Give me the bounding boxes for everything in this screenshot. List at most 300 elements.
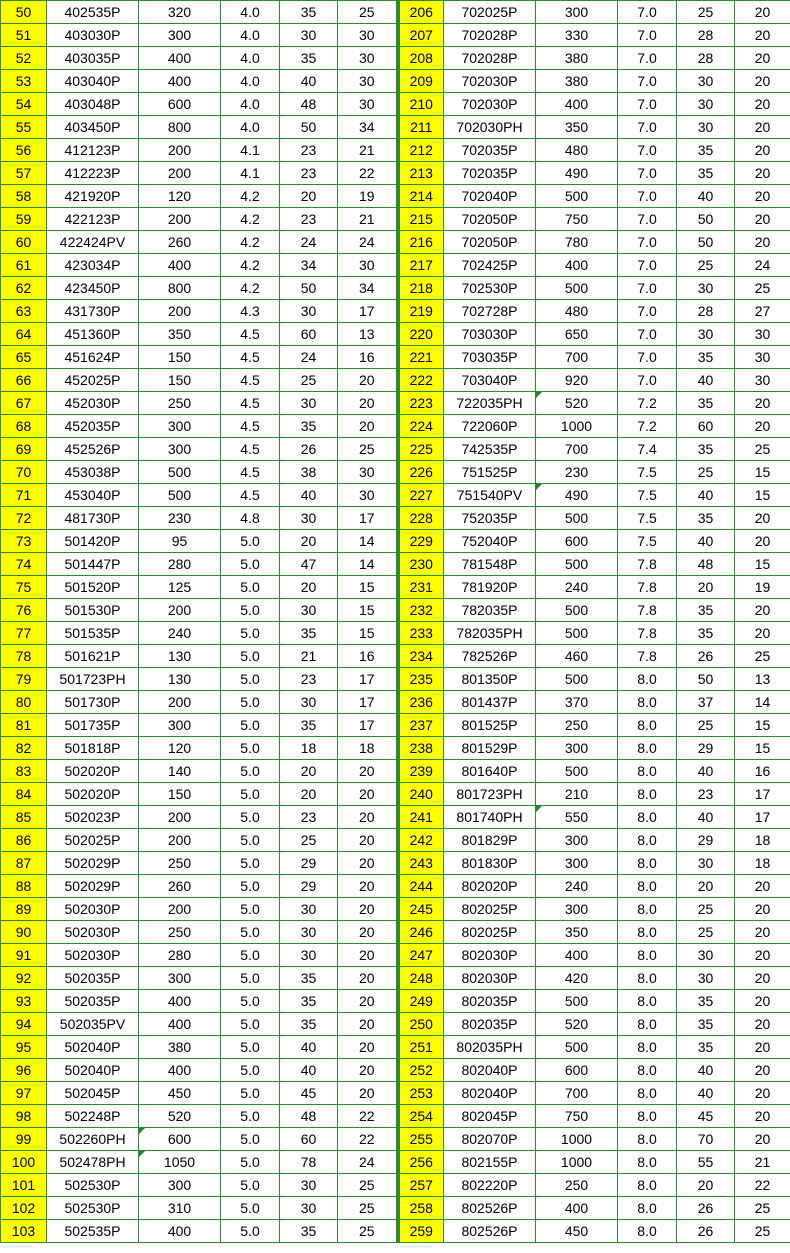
- right-model-cell: 702030P: [444, 70, 536, 93]
- right-capacity-cell: 400: [536, 254, 618, 277]
- left-thickness-cell: 4.0: [221, 116, 280, 139]
- left-capacity-cell: 300: [139, 1174, 221, 1197]
- right-model-cell: 801350P: [444, 668, 536, 691]
- left-capacity-cell: 280: [139, 553, 221, 576]
- right-row-index-cell: 247: [398, 944, 444, 967]
- left-model-cell: 502530P: [47, 1174, 139, 1197]
- left-row-index-cell: 67: [1, 392, 47, 415]
- right-thickness-cell: 8.0: [618, 783, 677, 806]
- right-model-cell: 702530P: [444, 277, 536, 300]
- left-length-cell: 30: [280, 1197, 338, 1220]
- left-capacity-cell: 600: [139, 1128, 221, 1151]
- right-capacity-cell: 420: [536, 967, 618, 990]
- left-thickness-cell: 5.0: [221, 1105, 280, 1128]
- left-width-cell: 19: [338, 185, 398, 208]
- left-model-cell: 502030P: [47, 921, 139, 944]
- right-width-cell: 20: [735, 47, 790, 70]
- left-model-cell: 452030P: [47, 392, 139, 415]
- left-capacity-cell: 400: [139, 47, 221, 70]
- left-width-cell: 16: [338, 346, 398, 369]
- left-thickness-cell: 5.0: [221, 1059, 280, 1082]
- right-row-index-cell: 232: [398, 599, 444, 622]
- left-thickness-cell: 5.0: [221, 622, 280, 645]
- left-thickness-cell: 5.0: [221, 760, 280, 783]
- right-width-cell: 15: [735, 461, 790, 484]
- left-model-cell: 501530P: [47, 599, 139, 622]
- left-model-cell: 451624P: [47, 346, 139, 369]
- table-row: [1, 553, 790, 576]
- left-width-cell: 22: [338, 1128, 398, 1151]
- table-row: [1, 875, 790, 898]
- left-length-cell: 35: [280, 47, 338, 70]
- left-thickness-cell: 5.0: [221, 1174, 280, 1197]
- right-capacity-cell: 300: [536, 852, 618, 875]
- left-length-cell: 34: [280, 254, 338, 277]
- left-model-cell: 423034P: [47, 254, 139, 277]
- left-length-cell: 60: [280, 323, 338, 346]
- left-model-cell: 402535P: [47, 1, 139, 24]
- right-width-cell: 20: [735, 990, 790, 1013]
- left-row-index-cell: 52: [1, 47, 47, 70]
- right-row-index-cell: 225: [398, 438, 444, 461]
- right-width-cell: 16: [735, 760, 790, 783]
- left-model-cell: 502020P: [47, 760, 139, 783]
- left-capacity-cell: 150: [139, 369, 221, 392]
- left-model-cell: 403048P: [47, 93, 139, 116]
- right-row-index-cell: 243: [398, 852, 444, 875]
- left-thickness-cell: 5.0: [221, 944, 280, 967]
- right-length-cell: 35: [677, 622, 735, 645]
- right-width-cell: 20: [735, 1105, 790, 1128]
- right-width-cell: 20: [735, 415, 790, 438]
- right-model-cell: 802030P: [444, 967, 536, 990]
- right-capacity-cell: 750: [536, 1105, 618, 1128]
- left-length-cell: 25: [280, 829, 338, 852]
- right-capacity-cell: 1000: [536, 415, 618, 438]
- left-row-index-cell: 84: [1, 783, 47, 806]
- left-model-cell: 421920P: [47, 185, 139, 208]
- right-row-index-cell: 242: [398, 829, 444, 852]
- left-capacity-cell: 95: [139, 530, 221, 553]
- left-thickness-cell: 5.0: [221, 668, 280, 691]
- left-row-index-cell: 88: [1, 875, 47, 898]
- right-capacity-cell: 550: [536, 806, 618, 829]
- left-length-cell: 21: [280, 645, 338, 668]
- left-row-index-cell: 75: [1, 576, 47, 599]
- left-thickness-cell: 4.5: [221, 484, 280, 507]
- left-width-cell: 15: [338, 622, 398, 645]
- right-width-cell: 20: [735, 622, 790, 645]
- left-model-cell: 403030P: [47, 24, 139, 47]
- left-length-cell: 18: [280, 737, 338, 760]
- right-row-index-cell: 222: [398, 369, 444, 392]
- left-length-cell: 30: [280, 898, 338, 921]
- left-row-index-cell: 91: [1, 944, 47, 967]
- right-model-cell: 801740PH: [444, 806, 536, 829]
- right-thickness-cell: 7.0: [618, 254, 677, 277]
- right-model-cell: 801829P: [444, 829, 536, 852]
- right-row-index-cell: 229: [398, 530, 444, 553]
- right-row-index-cell: 257: [398, 1174, 444, 1197]
- left-length-cell: 29: [280, 852, 338, 875]
- left-width-cell: 17: [338, 714, 398, 737]
- table-row: [1, 1, 790, 24]
- table-row: [1, 990, 790, 1013]
- left-length-cell: 40: [280, 1036, 338, 1059]
- right-capacity-cell: 350: [536, 116, 618, 139]
- right-width-cell: 20: [735, 944, 790, 967]
- left-thickness-cell: 4.5: [221, 346, 280, 369]
- right-length-cell: 26: [677, 1197, 735, 1220]
- right-length-cell: 35: [677, 346, 735, 369]
- left-thickness-cell: 4.5: [221, 415, 280, 438]
- left-width-cell: 20: [338, 829, 398, 852]
- right-model-cell: 802040P: [444, 1059, 536, 1082]
- right-width-cell: 20: [735, 875, 790, 898]
- right-thickness-cell: 8.0: [618, 1128, 677, 1151]
- right-length-cell: 25: [677, 254, 735, 277]
- right-width-cell: 20: [735, 599, 790, 622]
- right-width-cell: 30: [735, 369, 790, 392]
- right-model-cell: 801640P: [444, 760, 536, 783]
- left-row-index-cell: 83: [1, 760, 47, 783]
- table-row: [1, 346, 790, 369]
- table-row: [1, 1220, 790, 1243]
- left-thickness-cell: 5.0: [221, 1082, 280, 1105]
- right-capacity-cell: 210: [536, 783, 618, 806]
- left-row-index-cell: 101: [1, 1174, 47, 1197]
- left-length-cell: 25: [280, 369, 338, 392]
- left-length-cell: 35: [280, 967, 338, 990]
- left-capacity-cell: 350: [139, 323, 221, 346]
- left-thickness-cell: 4.8: [221, 507, 280, 530]
- left-width-cell: 30: [338, 484, 398, 507]
- left-model-cell: 502035PV: [47, 1013, 139, 1036]
- right-length-cell: 35: [677, 162, 735, 185]
- left-width-cell: 25: [338, 1174, 398, 1197]
- table-row: [1, 714, 790, 737]
- left-model-cell: 422424PV: [47, 231, 139, 254]
- right-width-cell: 15: [735, 484, 790, 507]
- left-capacity-cell: 260: [139, 231, 221, 254]
- right-capacity-cell: 700: [536, 346, 618, 369]
- right-model-cell: 802220P: [444, 1174, 536, 1197]
- table-row: [1, 47, 790, 70]
- right-row-index-cell: 217: [398, 254, 444, 277]
- right-model-cell: 781548P: [444, 553, 536, 576]
- right-length-cell: 20: [677, 1174, 735, 1197]
- left-model-cell: 501621P: [47, 645, 139, 668]
- left-width-cell: 17: [338, 691, 398, 714]
- right-model-cell: 703030P: [444, 323, 536, 346]
- left-model-cell: 502035P: [47, 967, 139, 990]
- left-width-cell: 24: [338, 231, 398, 254]
- right-thickness-cell: 8.0: [618, 760, 677, 783]
- left-row-index-cell: 50: [1, 1, 47, 24]
- right-model-cell: 702035P: [444, 139, 536, 162]
- right-width-cell: 30: [735, 323, 790, 346]
- right-width-cell: 17: [735, 806, 790, 829]
- right-row-index-cell: 224: [398, 415, 444, 438]
- right-thickness-cell: 7.0: [618, 1, 677, 24]
- right-length-cell: 40: [677, 185, 735, 208]
- right-width-cell: 25: [735, 645, 790, 668]
- left-thickness-cell: 4.5: [221, 461, 280, 484]
- right-row-index-cell: 255: [398, 1128, 444, 1151]
- left-capacity-cell: 150: [139, 783, 221, 806]
- right-length-cell: 30: [677, 93, 735, 116]
- right-row-index-cell: 254: [398, 1105, 444, 1128]
- left-width-cell: 30: [338, 254, 398, 277]
- left-width-cell: 20: [338, 783, 398, 806]
- left-width-cell: 21: [338, 139, 398, 162]
- right-capacity-cell: 490: [536, 162, 618, 185]
- right-width-cell: 13: [735, 668, 790, 691]
- left-model-cell: 502029P: [47, 852, 139, 875]
- table-row: [1, 507, 790, 530]
- right-row-index-cell: 212: [398, 139, 444, 162]
- left-model-cell: 453040P: [47, 484, 139, 507]
- left-row-index-cell: 63: [1, 300, 47, 323]
- left-model-cell: 502029P: [47, 875, 139, 898]
- right-capacity-cell: 700: [536, 1082, 618, 1105]
- left-capacity-cell: 320: [139, 1, 221, 24]
- right-thickness-cell: 8.0: [618, 921, 677, 944]
- left-row-index-cell: 71: [1, 484, 47, 507]
- left-width-cell: 20: [338, 415, 398, 438]
- left-row-index-cell: 94: [1, 1013, 47, 1036]
- right-length-cell: 28: [677, 47, 735, 70]
- right-length-cell: 25: [677, 898, 735, 921]
- right-capacity-cell: 480: [536, 300, 618, 323]
- right-row-index-cell: 231: [398, 576, 444, 599]
- right-thickness-cell: 7.8: [618, 576, 677, 599]
- left-capacity-cell: 140: [139, 760, 221, 783]
- left-model-cell: 501447P: [47, 553, 139, 576]
- right-thickness-cell: 8.0: [618, 691, 677, 714]
- table-row: [1, 829, 790, 852]
- right-width-cell: 20: [735, 898, 790, 921]
- right-model-cell: 801723PH: [444, 783, 536, 806]
- left-model-cell: 502020P: [47, 783, 139, 806]
- right-thickness-cell: 8.0: [618, 1082, 677, 1105]
- left-capacity-cell: 200: [139, 806, 221, 829]
- left-row-index-cell: 54: [1, 93, 47, 116]
- right-width-cell: 20: [735, 24, 790, 47]
- left-model-cell: 501420P: [47, 530, 139, 553]
- right-length-cell: 60: [677, 415, 735, 438]
- right-length-cell: 23: [677, 783, 735, 806]
- left-row-index-cell: 95: [1, 1036, 47, 1059]
- right-model-cell: 802155P: [444, 1151, 536, 1174]
- left-width-cell: 20: [338, 369, 398, 392]
- left-length-cell: 20: [280, 576, 338, 599]
- right-capacity-cell: 500: [536, 1036, 618, 1059]
- left-capacity-cell: 400: [139, 70, 221, 93]
- left-thickness-cell: 5.0: [221, 530, 280, 553]
- right-thickness-cell: 8.0: [618, 1013, 677, 1036]
- table-row: [1, 898, 790, 921]
- right-row-index-cell: 235: [398, 668, 444, 691]
- right-length-cell: 40: [677, 806, 735, 829]
- right-row-index-cell: 207: [398, 24, 444, 47]
- right-model-cell: 802526P: [444, 1220, 536, 1243]
- left-model-cell: 452025P: [47, 369, 139, 392]
- right-width-cell: 21: [735, 1151, 790, 1174]
- left-length-cell: 24: [280, 231, 338, 254]
- right-capacity-cell: 240: [536, 576, 618, 599]
- right-thickness-cell: 8.0: [618, 806, 677, 829]
- left-length-cell: 23: [280, 162, 338, 185]
- left-width-cell: 34: [338, 277, 398, 300]
- right-length-cell: 50: [677, 231, 735, 254]
- left-length-cell: 40: [280, 1059, 338, 1082]
- right-thickness-cell: 7.8: [618, 599, 677, 622]
- left-capacity-cell: 300: [139, 415, 221, 438]
- right-length-cell: 25: [677, 1, 735, 24]
- right-model-cell: 801525P: [444, 714, 536, 737]
- left-width-cell: 30: [338, 93, 398, 116]
- right-capacity-cell: 920: [536, 369, 618, 392]
- right-capacity-cell: 380: [536, 47, 618, 70]
- left-capacity-cell: 600: [139, 93, 221, 116]
- right-width-cell: 20: [735, 1059, 790, 1082]
- left-thickness-cell: 4.1: [221, 162, 280, 185]
- right-capacity-cell: 250: [536, 1174, 618, 1197]
- right-thickness-cell: 8.0: [618, 944, 677, 967]
- left-thickness-cell: 4.5: [221, 323, 280, 346]
- left-thickness-cell: 4.2: [221, 185, 280, 208]
- left-capacity-cell: 260: [139, 875, 221, 898]
- right-row-index-cell: 216: [398, 231, 444, 254]
- right-thickness-cell: 8.0: [618, 829, 677, 852]
- table-row: [1, 1013, 790, 1036]
- right-thickness-cell: 7.0: [618, 323, 677, 346]
- left-length-cell: 20: [280, 760, 338, 783]
- right-thickness-cell: 7.0: [618, 93, 677, 116]
- table-row: [1, 1036, 790, 1059]
- left-capacity-cell: 520: [139, 1105, 221, 1128]
- left-row-index-cell: 78: [1, 645, 47, 668]
- right-row-index-cell: 249: [398, 990, 444, 1013]
- right-row-index-cell: 226: [398, 461, 444, 484]
- left-model-cell: 502040P: [47, 1036, 139, 1059]
- left-thickness-cell: 4.5: [221, 369, 280, 392]
- right-length-cell: 25: [677, 921, 735, 944]
- right-length-cell: 37: [677, 691, 735, 714]
- right-model-cell: 702040P: [444, 185, 536, 208]
- left-width-cell: 14: [338, 530, 398, 553]
- left-row-index-cell: 56: [1, 139, 47, 162]
- left-capacity-cell: 230: [139, 507, 221, 530]
- right-thickness-cell: 8.0: [618, 737, 677, 760]
- left-model-cell: 431730P: [47, 300, 139, 323]
- right-length-cell: 40: [677, 1082, 735, 1105]
- table-row: [1, 185, 790, 208]
- right-row-index-cell: 221: [398, 346, 444, 369]
- right-length-cell: 30: [677, 944, 735, 967]
- right-thickness-cell: 8.0: [618, 1197, 677, 1220]
- right-thickness-cell: 8.0: [618, 1036, 677, 1059]
- right-row-index-cell: 218: [398, 277, 444, 300]
- right-length-cell: 45: [677, 1105, 735, 1128]
- left-width-cell: 30: [338, 24, 398, 47]
- right-length-cell: 30: [677, 116, 735, 139]
- right-thickness-cell: 7.0: [618, 162, 677, 185]
- right-width-cell: 15: [735, 714, 790, 737]
- right-length-cell: 40: [677, 1059, 735, 1082]
- left-width-cell: 25: [338, 1197, 398, 1220]
- right-model-cell: 802020P: [444, 875, 536, 898]
- right-length-cell: 40: [677, 760, 735, 783]
- right-row-index-cell: 219: [398, 300, 444, 323]
- left-capacity-cell: 120: [139, 737, 221, 760]
- left-capacity-cell: 300: [139, 967, 221, 990]
- right-thickness-cell: 8.0: [618, 714, 677, 737]
- left-length-cell: 23: [280, 208, 338, 231]
- left-row-index-cell: 102: [1, 1197, 47, 1220]
- right-row-index-cell: 209: [398, 70, 444, 93]
- right-thickness-cell: 8.0: [618, 1174, 677, 1197]
- left-capacity-cell: 240: [139, 622, 221, 645]
- right-width-cell: 20: [735, 1082, 790, 1105]
- left-row-index-cell: 57: [1, 162, 47, 185]
- left-capacity-cell: 380: [139, 1036, 221, 1059]
- table-row: [1, 921, 790, 944]
- right-capacity-cell: 600: [536, 1059, 618, 1082]
- left-row-index-cell: 100: [1, 1151, 47, 1174]
- left-row-index-cell: 72: [1, 507, 47, 530]
- left-model-cell: 501723PH: [47, 668, 139, 691]
- right-width-cell: 15: [735, 553, 790, 576]
- right-thickness-cell: 8.0: [618, 990, 677, 1013]
- left-width-cell: 20: [338, 921, 398, 944]
- left-model-cell: 502040P: [47, 1059, 139, 1082]
- left-model-cell: 453038P: [47, 461, 139, 484]
- right-thickness-cell: 8.0: [618, 898, 677, 921]
- right-model-cell: 801437P: [444, 691, 536, 714]
- right-row-index-cell: 234: [398, 645, 444, 668]
- left-length-cell: 30: [280, 944, 338, 967]
- left-thickness-cell: 4.0: [221, 70, 280, 93]
- right-capacity-cell: 230: [536, 461, 618, 484]
- right-model-cell: 751540PV: [444, 484, 536, 507]
- right-capacity-cell: 400: [536, 1197, 618, 1220]
- right-row-index-cell: 241: [398, 806, 444, 829]
- right-length-cell: 25: [677, 461, 735, 484]
- left-capacity-cell: 200: [139, 898, 221, 921]
- right-length-cell: 30: [677, 967, 735, 990]
- right-row-index-cell: 214: [398, 185, 444, 208]
- right-thickness-cell: 7.0: [618, 369, 677, 392]
- left-row-index-cell: 58: [1, 185, 47, 208]
- right-model-cell: 702028P: [444, 24, 536, 47]
- left-model-cell: 502045P: [47, 1082, 139, 1105]
- right-model-cell: 703035P: [444, 346, 536, 369]
- left-thickness-cell: 5.0: [221, 645, 280, 668]
- table-row: [1, 162, 790, 185]
- left-row-index-cell: 92: [1, 967, 47, 990]
- left-length-cell: 50: [280, 277, 338, 300]
- left-model-cell: 502030P: [47, 898, 139, 921]
- left-model-cell: 423450P: [47, 277, 139, 300]
- left-row-index-cell: 59: [1, 208, 47, 231]
- right-thickness-cell: 8.0: [618, 1151, 677, 1174]
- right-model-cell: 801830P: [444, 852, 536, 875]
- right-thickness-cell: 8.0: [618, 1220, 677, 1243]
- right-model-cell: 702030P: [444, 93, 536, 116]
- left-capacity-cell: 200: [139, 139, 221, 162]
